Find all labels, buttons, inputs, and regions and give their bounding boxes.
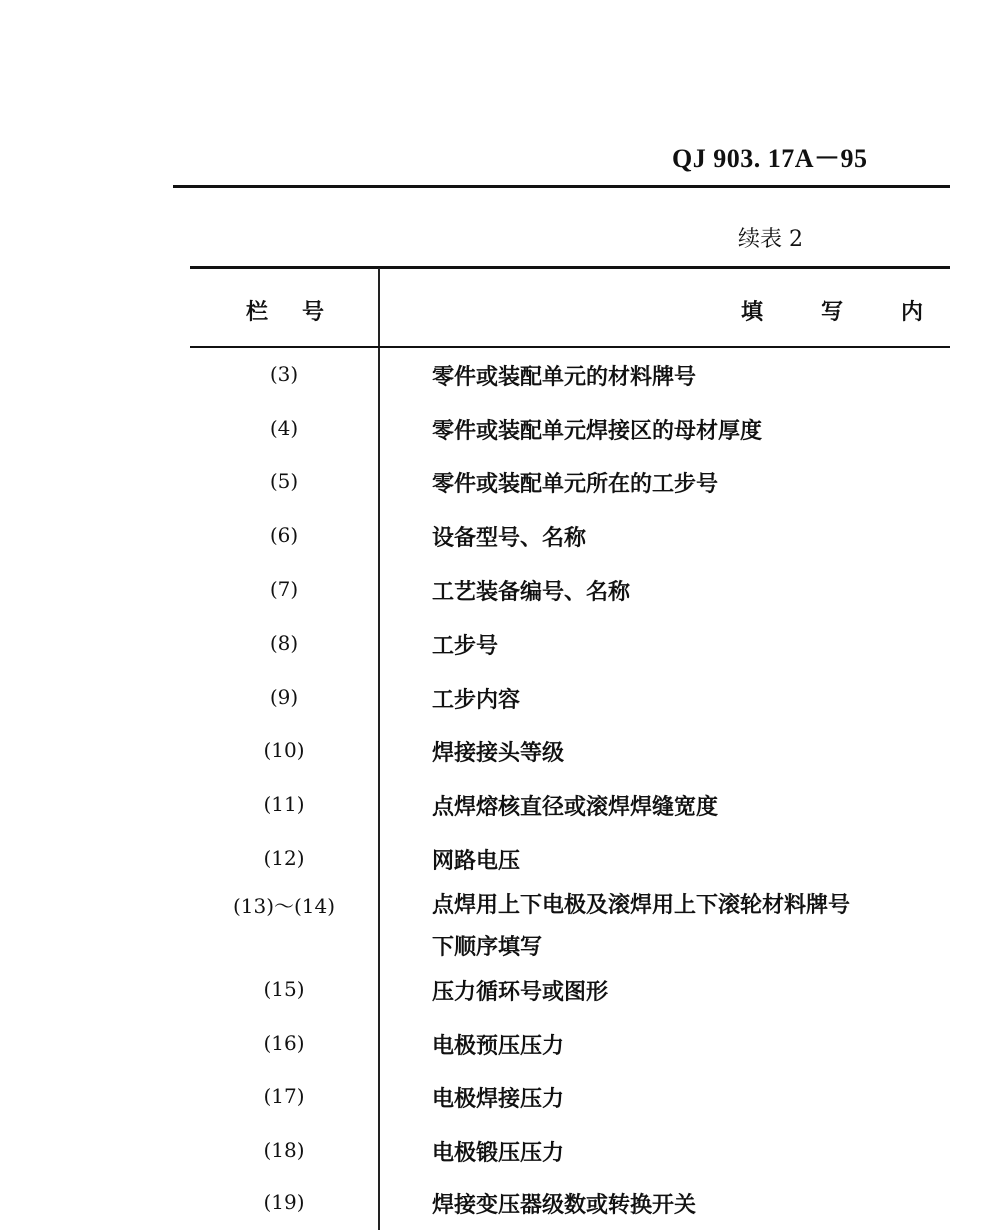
- row-description: 电极预压压力: [432, 1033, 565, 1059]
- column-header-number: 栏号: [246, 299, 359, 325]
- row-number: (17): [263, 1084, 305, 1108]
- row-description: 零件或装配单元的材料牌号: [432, 364, 697, 390]
- table-caption: 续表 2: [738, 227, 803, 252]
- row-description-continuation: 下顺序填写: [432, 934, 543, 960]
- row-description: 压力循环号或图形: [432, 979, 609, 1005]
- row-description: 工步内容: [432, 687, 521, 713]
- row-number: (6): [269, 523, 299, 547]
- row-number: (4): [269, 416, 299, 440]
- row-number: (7): [269, 577, 299, 601]
- row-number: (8): [269, 631, 299, 655]
- row-number: (9): [269, 685, 299, 709]
- row-number: (11): [263, 792, 305, 816]
- row-number: (10): [263, 738, 305, 762]
- row-number: (13)～(14): [232, 894, 336, 918]
- row-description: 零件或装配单元所在的工步号: [432, 471, 719, 497]
- row-number: (18): [263, 1138, 305, 1162]
- column-header-content: 填写内: [741, 299, 981, 325]
- row-description: 焊接变压器级数或转换开关: [432, 1192, 697, 1218]
- row-number: (12): [263, 846, 305, 870]
- row-description: 零件或装配单元焊接区的母材厚度: [432, 418, 763, 444]
- row-number: (19): [263, 1190, 305, 1214]
- row-description: 设备型号、名称: [432, 525, 587, 551]
- row-description: 点焊熔核直径或滚焊焊缝宽度: [432, 794, 719, 820]
- row-description: 电极锻压压力: [432, 1140, 565, 1166]
- row-description: 电极焊接压力: [432, 1086, 565, 1112]
- row-number: (5): [269, 469, 299, 493]
- row-description: 点焊用上下电极及滚焊用上下滚轮材料牌号: [432, 892, 851, 918]
- row-number: (16): [263, 1031, 305, 1055]
- row-description: 工艺装备编号、名称: [432, 579, 631, 605]
- row-number: (15): [263, 977, 305, 1001]
- row-number: (3): [269, 362, 299, 386]
- standard-code: QJ 903. 17A－95: [672, 144, 868, 173]
- row-description: 网路电压: [432, 848, 521, 874]
- row-description: 工步号: [432, 633, 499, 659]
- row-description: 焊接接头等级: [432, 740, 565, 766]
